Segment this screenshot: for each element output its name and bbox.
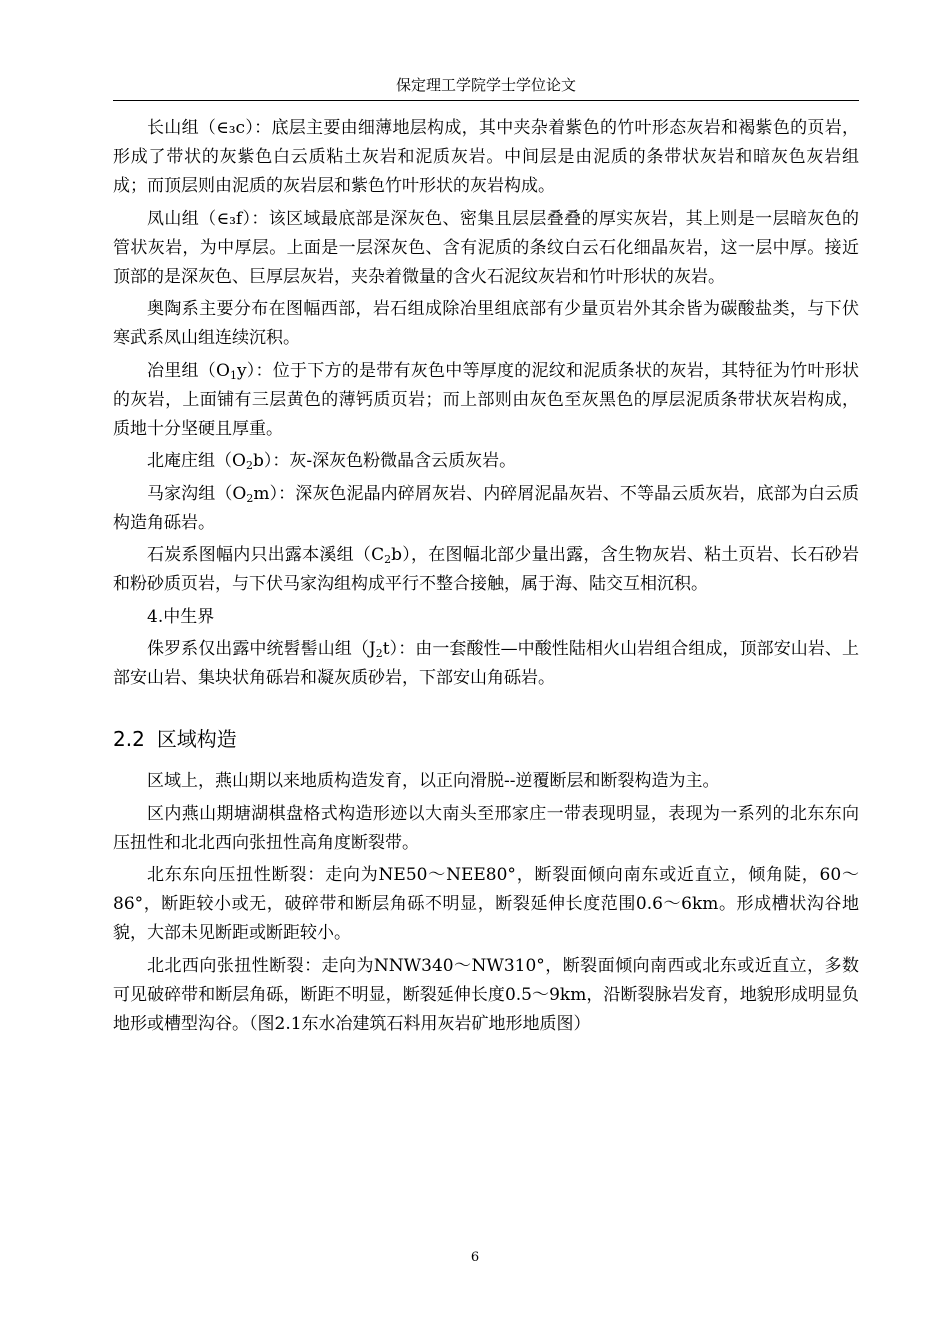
- paragraph-yanshan-structure: 区内燕山期塘湖棋盘格式构造形迹以大南头至邢家庄一带表现明显，表现为一系列的北东东向压扭性和北北西向张扭性高角度断裂带。: [113, 803, 859, 853]
- paragraph-majiagou-formation: [113, 480, 859, 538]
- text-run: 马家沟组（O: [147, 483, 247, 504]
- text-run: 侏罗系仅出露中统髫髻山组（J: [147, 639, 376, 659]
- page-header: [113, 76, 859, 94]
- subscript: 2: [246, 491, 254, 505]
- paragraph-nnw-faults: 北北西向张扭性断裂：走向为NNW340～NW310°，断裂面倾向南西或北东或近直立，多数可见破碎带和断层角砾，断距不明显，断裂延伸长度0.5～9km，沿断裂脉岩发育，地貌形成明显负地形或槽型沟谷。（图2.1东水冶建筑石料用灰岩矿地形地质图）: [113, 955, 859, 1034]
- text-run: 冶里组（O: [147, 360, 230, 381]
- text-run: t）：由一套酸性—中酸性陆相火山岩组合组成，顶部安山岩、上部安山岩、集块状角砾岩和凝灰质砂岩，下部安山角砾岩。: [113, 639, 859, 688]
- subscript: 2: [375, 647, 383, 660]
- text-run: 石炭系图幅内只出露本溪组（C: [147, 545, 385, 565]
- document-body: [113, 114, 859, 1042]
- text-run: m）：深灰色泥晶内碎屑灰岩、内碎屑泥晶灰岩、不等晶云质灰岩，底部为白云质构造角砾岩。: [113, 483, 860, 533]
- paragraph-fengshan-formation: 凤山组（∈₃f）：该区域最底部是深灰色、密集且层层叠叠的厚实灰岩，其上则是一层暗灰色的管状灰岩，为中厚层。上面是一层深灰色、含有泥质的条纹白云石化细晶灰岩，这一层中厚。接近顶部的是深灰色、巨厚层灰岩，夹杂着微量的含火石泥纹灰岩和竹叶形状的灰岩。: [113, 208, 859, 287]
- text-run: b），在图幅北部少量出露，含生物灰岩、粘土页岩、长石砂岩和粉砂质页岩，与下伏马家沟组构成平行不整合接触，属于海、陆交互相沉积。: [113, 545, 859, 594]
- section-number: 2.2: [113, 727, 145, 751]
- page-number: 6: [470, 1250, 480, 1265]
- paragraph-ordovician: 奥陶系主要分布在图幅西部，岩石组成除冶里组底部有少量页岩外其余皆为碳酸盐类，与下伏寒武系凤山组连续沉积。: [113, 299, 859, 348]
- paragraph-carboniferous: [113, 541, 859, 599]
- subscript: 1: [229, 368, 237, 382]
- paragraph-changshan-formation: 长山组（∈₃c）：底层主要由细薄地层构成，其中夹杂着紫色的竹叶形态灰岩和褐紫色的页岩，形成了带状的灰紫色白云质粘土灰岩和泥质灰岩。中间层是由泥质的条带状灰岩和暗灰色灰岩组成；而顶层则由泥质的灰岩层和紫色竹叶形状的灰岩构成。: [113, 118, 859, 196]
- paragraph-nee-faults: 北东东向压扭性断裂：走向为NE50～NEE80°，断裂面倾向南东或近直立，倾角陡，60～86°，断距较小或无，破碎带和断层角砾不明显，断裂延伸长度范围0.6～6km。形成槽状沟谷地貌，大部未见断距或断距较小。: [113, 865, 859, 943]
- text-run: b）：灰-深灰色粉微晶含云质灰岩。: [252, 451, 517, 471]
- paragraph-beianzhuang-formation: [113, 447, 859, 476]
- text-run: y）：位于下方的是带有灰色中等厚度的泥纹和泥质条状的灰岩，其特征为竹叶形状的灰岩，上面铺有三层黄色的薄钙质页岩；而上部则由灰色至灰黑色的厚层泥质条带状灰岩构成，质地十分坚硬且厚重。: [113, 360, 859, 439]
- header-title: 保定理工学院学士学位论文: [395, 76, 576, 94]
- paragraph-regional-overview: 区域上，燕山期以来地质构造发育，以正向滑脱--逆覆断层和断裂构造为主。: [147, 771, 720, 791]
- paragraph-mesozoic-heading: 4.中生界: [147, 606, 215, 627]
- paragraph-jurassic: [113, 635, 859, 693]
- section-heading: [113, 724, 859, 754]
- subscript: 2: [384, 553, 392, 566]
- subscript: 2: [245, 459, 253, 472]
- paragraph-yeli-formation: [113, 357, 859, 444]
- header-divider: [113, 100, 859, 101]
- page-footer: [0, 1250, 950, 1266]
- text-run: 北庵庄组（O: [147, 451, 246, 471]
- section-title: 区域构造: [156, 727, 237, 751]
